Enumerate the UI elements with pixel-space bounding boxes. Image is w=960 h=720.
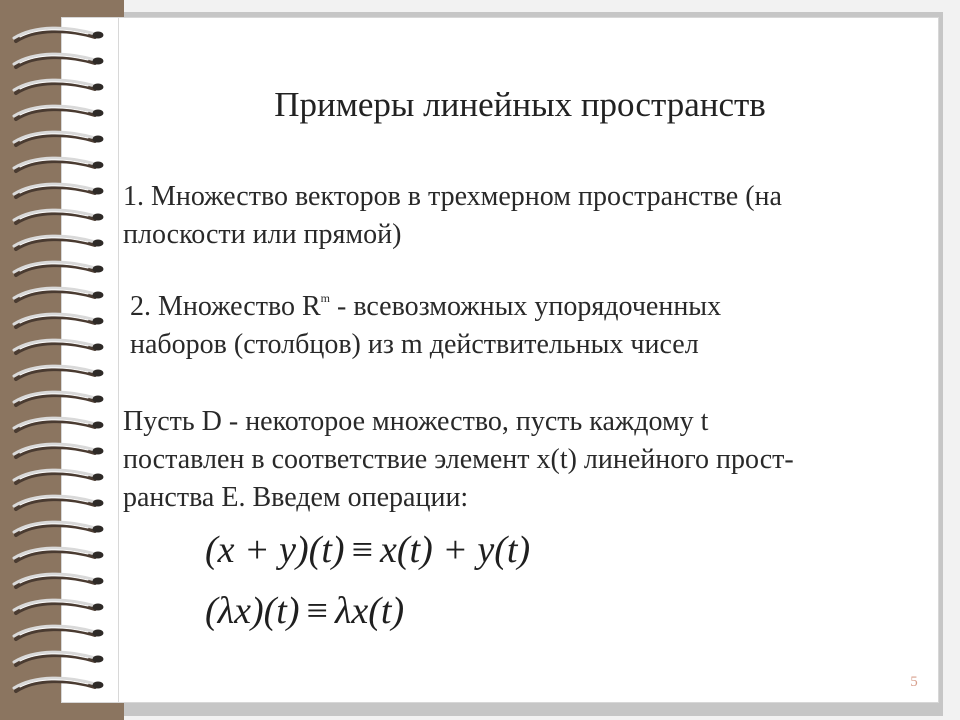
example-1-line-1: 1. Множество векторов в трехмерном пространстве (на: [123, 181, 782, 212]
sum-formula-right-side: x(t) + y(t): [380, 529, 531, 571]
example-1: [123, 178, 782, 254]
example-2-line-2: наборов (столбцов) из m действительных чисел: [130, 329, 699, 360]
scalar-formula-left-side: (λx)(t): [205, 590, 300, 632]
example-1-line-2: плоскости или прямой): [123, 219, 402, 250]
example-2-text-after-superscript: - всевозможных упорядоченных: [330, 291, 722, 322]
definition-paragraph: [123, 403, 794, 517]
equivalence-symbol: ≡: [306, 590, 328, 632]
sum-formula: [205, 526, 530, 574]
page-number: 5: [910, 674, 918, 690]
example-2-line-1: [130, 288, 721, 326]
definition-line-1: Пусть D - некоторое множество, пусть каждому t: [123, 406, 709, 437]
scalar-formula-right-side: λx(t): [334, 590, 405, 632]
superscript-m: m: [320, 291, 330, 305]
slide-title: Примеры линейных пространств: [274, 85, 766, 124]
scalar-multiplication-formula: [205, 587, 404, 635]
sum-formula-left-side: (x + y)(t): [205, 529, 345, 571]
example-2-text-before-superscript: 2. Множество R: [130, 291, 321, 322]
equivalence-symbol: ≡: [351, 529, 373, 571]
definition-line-3: ранства E. Введем операции:: [123, 482, 469, 513]
example-2: [130, 288, 721, 364]
definition-line-2: поставлен в соответствие элемент x(t) линейного прост-: [123, 444, 794, 475]
